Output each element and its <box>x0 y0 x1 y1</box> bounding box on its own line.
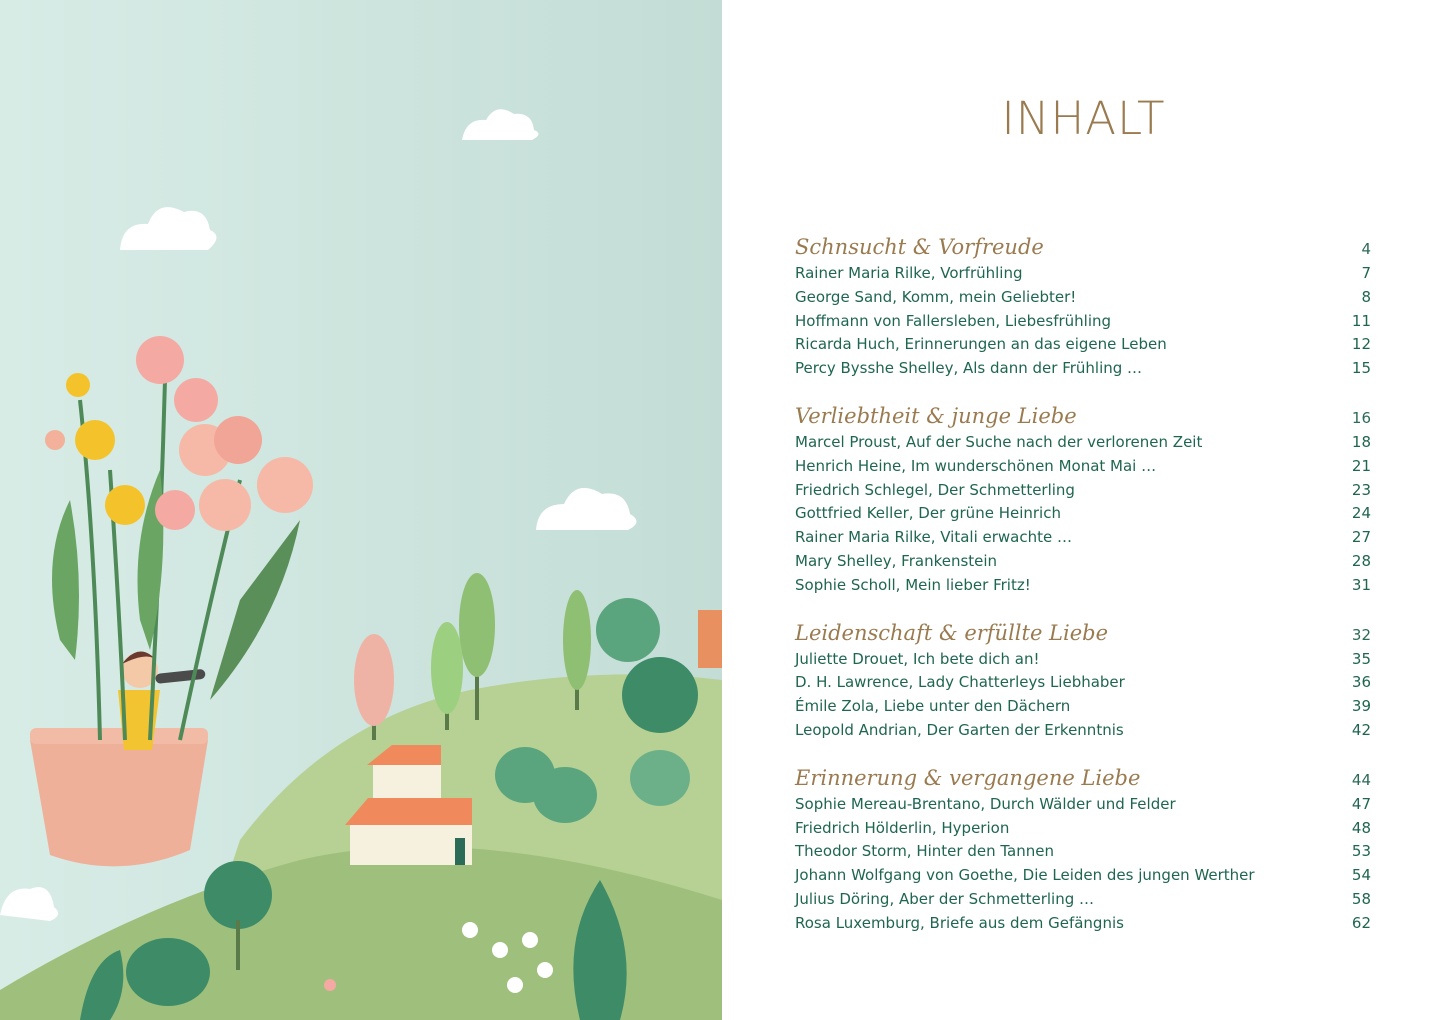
entry-page-number: 53 <box>1351 842 1371 861</box>
section-title: Erinnerung & vergangene Liebe <box>795 765 1141 790</box>
entry-page-number: 47 <box>1351 794 1371 813</box>
toc-entry[interactable] <box>795 550 1371 574</box>
toc-entry[interactable] <box>795 888 1371 912</box>
toc-entry[interactable] <box>795 648 1371 672</box>
toc-entry[interactable] <box>795 526 1371 550</box>
toc-section-heading[interactable] <box>795 232 1371 262</box>
balloon-basket <box>30 728 208 866</box>
entry-page-number: 23 <box>1351 480 1371 499</box>
entry-title: Henrich Heine, Im wunderschönen Monat Mai … <box>795 456 1157 475</box>
entry-title: Rosa Luxemburg, Briefe aus dem Gefängnis <box>795 913 1124 932</box>
entry-page-number: 58 <box>1351 889 1371 908</box>
entry-title: Friedrich Hölderlin, Hyperion <box>795 818 1010 837</box>
table-of-contents-page <box>722 0 1445 1020</box>
entry-page-number: 62 <box>1351 913 1371 932</box>
toc-entry[interactable] <box>795 864 1371 888</box>
entry-page-number: 36 <box>1351 673 1371 692</box>
entry-title: Émile Zola, Liebe unter den Dächern <box>795 697 1071 716</box>
section-page-number: 4 <box>1361 240 1371 258</box>
entry-page-number: 7 <box>1361 264 1371 282</box>
section-title: Verliebtheit & junge Liebe <box>795 403 1077 428</box>
toc-entry[interactable] <box>795 840 1371 864</box>
entry-title: Juliette Drouet, Ich bete dich an! <box>795 649 1040 668</box>
toc-section-heading[interactable] <box>795 618 1371 648</box>
entry-page-number: 11 <box>1351 311 1371 330</box>
entry-page-number: 39 <box>1351 697 1371 716</box>
toc-section-heading[interactable] <box>795 763 1371 793</box>
toc-entry[interactable] <box>795 455 1371 479</box>
entry-title: Johann Wolfgang von Goethe, Die Leiden des jungen Werther <box>795 866 1255 885</box>
toc-entry[interactable] <box>795 817 1371 841</box>
toc-entry[interactable] <box>795 502 1371 526</box>
toc-section-heading[interactable] <box>795 401 1371 431</box>
entry-title: Marcel Proust, Auf der Suche nach der verlorenen Zeit <box>795 432 1203 451</box>
toc-entry[interactable] <box>795 286 1371 310</box>
toc-entry[interactable] <box>795 262 1371 286</box>
toc-list <box>795 232 1371 956</box>
toc-entry[interactable] <box>795 431 1371 455</box>
entry-page-number: 28 <box>1351 551 1371 570</box>
toc-section <box>795 401 1371 598</box>
toc-entry[interactable] <box>795 479 1371 503</box>
entry-title: George Sand, Komm, mein Geliebter! <box>795 287 1077 306</box>
section-page-number: 32 <box>1351 625 1371 644</box>
section-title: Leidenschaft & erfüllte Liebe <box>795 620 1109 645</box>
entry-page-number: 35 <box>1351 649 1371 668</box>
entry-page-number: 54 <box>1351 866 1371 885</box>
entry-title: Sophie Mereau-Brentano, Durch Wälder und Felder <box>795 794 1176 813</box>
entry-page-number: 27 <box>1351 528 1371 547</box>
section-title: Schnsucht & Vorfreude <box>795 235 1044 259</box>
entry-title: Theodor Storm, Hinter den Tannen <box>795 842 1054 861</box>
entry-page-number: 18 <box>1351 432 1371 451</box>
toc-entry[interactable] <box>795 574 1371 598</box>
entry-title: Mary Shelley, Frankenstein <box>795 551 998 570</box>
toc-entry[interactable] <box>795 912 1371 936</box>
entry-page-number: 24 <box>1351 504 1371 523</box>
entry-title: Hoffmann von Fallersleben, Liebesfrühling <box>795 311 1112 330</box>
entry-title: Sophie Scholl, Mein lieber Fritz! <box>795 575 1031 594</box>
section-page-number: 44 <box>1351 770 1371 789</box>
toc-entry[interactable] <box>795 793 1371 817</box>
entry-title: Friedrich Schlegel, Der Schmetterling <box>795 480 1075 499</box>
entry-title: D. H. Lawrence, Lady Chatterleys Liebhaber <box>795 673 1125 692</box>
entry-page-number: 48 <box>1351 818 1371 837</box>
toc-heading: INHALT <box>1001 92 1166 145</box>
entry-page-number: 31 <box>1351 575 1371 594</box>
entry-title: Julius Döring, Aber der Schmetterling … <box>795 889 1095 908</box>
entry-page-number: 42 <box>1351 720 1371 739</box>
entry-page-number: 15 <box>1351 359 1371 378</box>
section-page-number: 16 <box>1351 408 1371 427</box>
toc-section <box>795 763 1371 936</box>
entry-title: Gottfried Keller, Der grüne Heinrich <box>795 504 1061 523</box>
toc-entry[interactable] <box>795 357 1371 381</box>
entry-page-number: 12 <box>1351 335 1371 354</box>
toc-entry[interactable] <box>795 671 1371 695</box>
entry-page-number: 21 <box>1351 456 1371 475</box>
toc-entry[interactable] <box>795 719 1371 743</box>
entry-title: Leopold Andrian, Der Garten der Erkenntnis <box>795 720 1124 739</box>
toc-entry[interactable] <box>795 310 1371 334</box>
entry-title: Rainer Maria Rilke, Vitali erwachte … <box>795 528 1072 547</box>
toc-section <box>795 618 1371 743</box>
entry-page-number: 8 <box>1361 287 1371 306</box>
toc-entry[interactable] <box>795 695 1371 719</box>
cover-illustration <box>0 0 722 1020</box>
entry-title: Rainer Maria Rilke, Vorfrühling <box>795 264 1023 282</box>
entry-title: Percy Bysshe Shelley, Als dann der Frühling … <box>795 359 1143 378</box>
toc-entry[interactable] <box>795 333 1371 357</box>
toc-section <box>795 232 1371 381</box>
entry-title: Ricarda Huch, Erinnerungen an das eigene Leben <box>795 335 1167 354</box>
